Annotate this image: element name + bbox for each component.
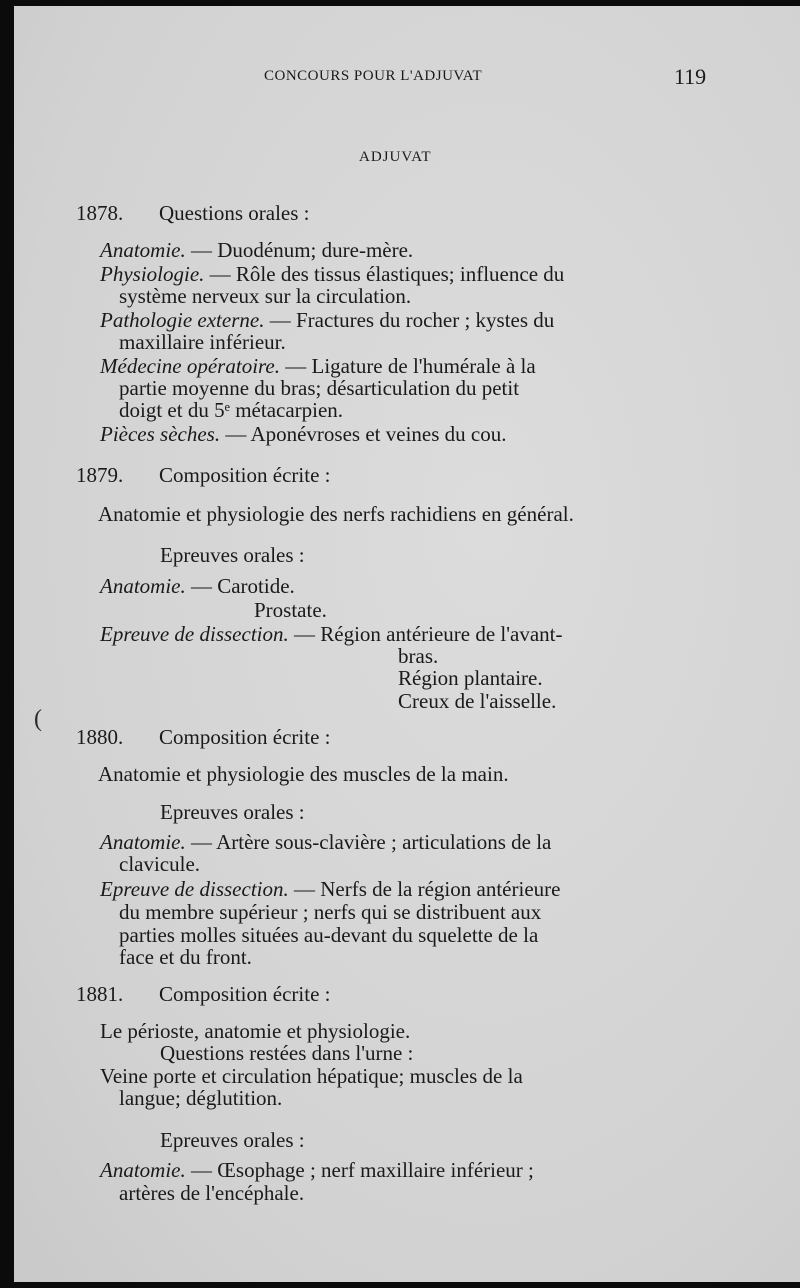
composition-text-1879: Anatomie et physiologie des nerfs rachidiens en général.	[98, 502, 574, 526]
entry-text: — Région antérieure de l'avant-	[288, 622, 563, 646]
entry-label: Epreuve de dissection.	[100, 877, 289, 901]
entry-label: Anatomie.	[100, 1158, 186, 1182]
entry-pieces-1878	[100, 423, 506, 445]
epreuves-orales-1880: Epreuves orales :	[160, 800, 305, 824]
composition-title-1879: Composition écrite :	[159, 463, 331, 487]
entry-anatomie-1880-cont: clavicule.	[119, 852, 201, 876]
entry-text: — Carotide.	[185, 574, 295, 598]
entry-text: — Nerfs de la région antérieure	[288, 877, 561, 901]
urne-title-1881: Questions restées dans l'urne :	[160, 1041, 414, 1065]
entry-dissection-1880	[100, 878, 560, 900]
questions-orales-1878: Questions orales :	[159, 201, 310, 225]
entry-dissection-1879-cont2: Région plantaire.	[398, 666, 543, 690]
entry-dissection-1880-cont3: face et du front.	[119, 945, 252, 969]
entry-label: Médecine opératoire.	[100, 354, 280, 378]
entry-dissection-1879-cont: bras.	[398, 644, 439, 668]
entry-text: — Artère sous-clavière ; articulations de la	[185, 830, 552, 854]
composition-text-1881: Le périoste, anatomie et physiologie.	[100, 1019, 411, 1043]
epreuves-orales-1881: Epreuves orales :	[160, 1128, 305, 1152]
entry-label: Physiologie.	[100, 262, 205, 286]
entry-dissection-1880-cont2: parties molles situées au-devant du squelette de la	[119, 923, 539, 947]
entry-text: — Duodénum; dure-mère.	[185, 238, 414, 262]
entry-label: Pathologie externe.	[100, 308, 265, 332]
running-title: CONCOURS POUR L'ADJUVAT	[264, 68, 483, 84]
year-1879: 1879.	[76, 463, 124, 487]
epreuves-orales-1879: Epreuves orales :	[160, 543, 305, 567]
entry-label: Pièces sèches.	[100, 422, 221, 446]
entry-label: Anatomie.	[100, 830, 186, 854]
entry-pathologie-cont: maxillaire inférieur.	[119, 330, 286, 354]
margin-bracket: (	[34, 706, 42, 732]
entry-pathologie-1878	[100, 309, 554, 331]
entry-anatomie-1879	[100, 575, 295, 597]
entry-label: Epreuve de dissection.	[100, 622, 289, 646]
entry-medecine-1878	[100, 355, 536, 377]
entry-anatomie-1879-cont: Prostate.	[254, 598, 327, 622]
entry-text: — Fractures du rocher ; kystes du	[264, 308, 555, 332]
year-1878: 1878.	[76, 201, 124, 225]
entry-medecine-cont2: doigt et du 5ᵉ métacarpien.	[119, 398, 344, 422]
urne-text-1881-cont: langue; déglutition.	[119, 1086, 283, 1110]
book-page	[14, 6, 800, 1282]
entry-dissection-1879-cont3: Creux de l'aisselle.	[398, 689, 557, 713]
composition-title-1880: Composition écrite :	[159, 725, 331, 749]
entry-text: — Œsophage ; nerf maxillaire inférieur ;	[185, 1158, 534, 1182]
entry-anatomie-1880	[100, 831, 551, 853]
entry-medecine-cont: partie moyenne du bras; désarticulation du petit	[119, 376, 520, 400]
year-1880: 1880.	[76, 725, 124, 749]
urne-text-1881: Veine porte et circulation hépatique; muscles de la	[100, 1064, 523, 1088]
entry-text: — Rôle des tissus élastiques; influence du	[204, 262, 565, 286]
entry-physiologie-cont: système nerveux sur la circulation.	[119, 284, 412, 308]
entry-dissection-1880-cont: du membre supérieur ; nerfs qui se distribuent aux	[119, 900, 542, 924]
entry-anatomie-1881	[100, 1159, 534, 1181]
entry-label: Anatomie.	[100, 238, 186, 262]
composition-title-1881: Composition écrite :	[159, 982, 331, 1006]
section-title: ADJUVAT	[359, 149, 432, 165]
entry-text: — Aponévroses et veines du cou.	[220, 422, 507, 446]
entry-anatomie-1881-cont: artères de l'encéphale.	[119, 1181, 305, 1205]
entry-dissection-1879	[100, 623, 563, 645]
composition-text-1880: Anatomie et physiologie des muscles de la main.	[98, 762, 509, 786]
entry-text: — Ligature de l'humérale à la	[280, 354, 536, 378]
year-1881: 1881.	[76, 982, 124, 1006]
entry-anatomie-1878	[100, 239, 413, 261]
entry-physiologie-1878	[100, 263, 700, 285]
entry-label: Anatomie.	[100, 574, 186, 598]
page-number: 119	[674, 64, 707, 89]
